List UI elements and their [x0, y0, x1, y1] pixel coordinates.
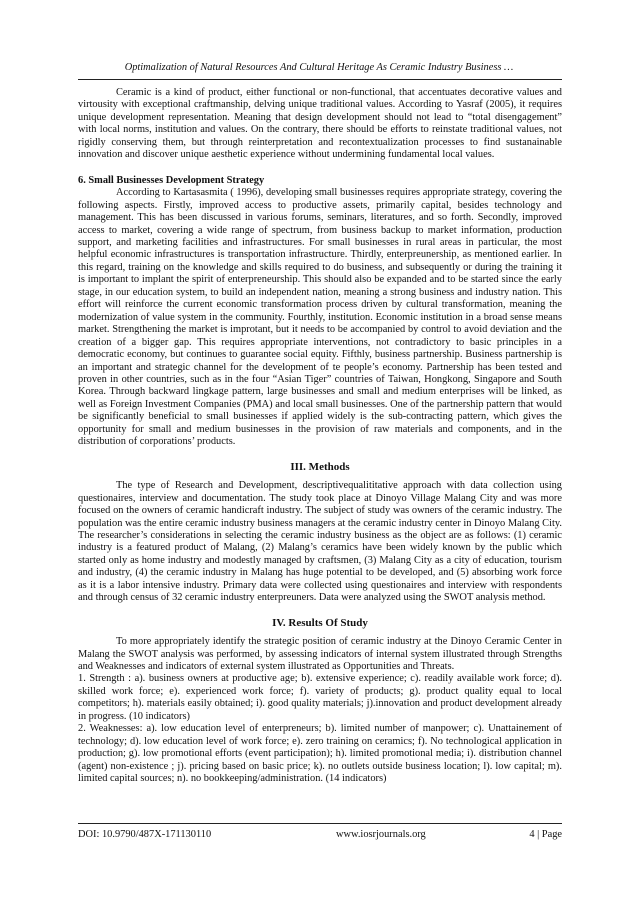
footer-url[interactable]: www.iosrjournals.org — [336, 829, 426, 840]
paragraph-weaknesses: 2. Weaknesses: a). low education level of enterpreneurs; b). limited number of manpower; c). Unattainement of technology; d). low education level of work force; e). zero training on ceramics; f). No technological application in production; g). low promotional efforts (event participation); h). limited promotional media; i). distribution channel (agent) non-existence ; j). pricing based on basic price; k). no outlets outside business location; l). low capital; m). limited capital sources; n). no bookkeeping/administration. (14 indicators) — [78, 723, 562, 785]
section-heading-methods: III. Methods — [290, 460, 350, 473]
paragraph-methods: The type of Research and Development, descriptivequalititative approach with data collection using questionaires, interview and documentation. The study took place at Dinoyo Village Malang City and was more focused on the owners of ceramic handicraft industry. The subject of study was owners of the ceramic industry. The population was the entire ceramic industry business managers at the ceramic industry center in Dinoyo Malang City. The researcher’s considerations in selecting the ceramic industry business as the object are as follows: (1) ceramic industry is a featured product of Malang, (2) Malang’s ceramics have been widely known by the public which started only as home industry and modestly managed by craftsmen, (3) Malang City as a city of education, tourism and industry, (4) the ceramic industry in Malang has huge potential to be developed, and (5) absorbing work force as it is a labor intensive industry. Primary data were collected using questionaires and interview with respondents and through census of 32 ceramic industry enterpreuners. Data were analyzed using the SWOT analysis method. — [78, 480, 562, 604]
footer-rule — [78, 823, 562, 824]
subsection-heading: 6. Small Businesses Development Strategy — [78, 174, 265, 186]
paragraph-results-intro: To more appropriately identify the strategic position of ceramic industry at the Dinoyo Ceramic Center in Malang the SWOT analysis was performed, by assessing indicators of internal system illustrated through Strengths and Weaknesses and indicators of external system illustrated as Opportunities and Threats. — [78, 636, 562, 673]
footer-page-number: 4 | Page — [529, 829, 562, 840]
running-header: Optimalization of Natural Resources And Cultural Heritage As Ceramic Industry Business … — [124, 62, 514, 73]
header-rule — [78, 79, 562, 80]
footer-doi: DOI: 10.9790/487X-171130110 — [78, 829, 212, 840]
section-heading-results: IV. Results Of Study — [272, 616, 368, 629]
article-body — [78, 87, 562, 786]
paragraph-strengths: 1. Strength : a). business owners at productive age; b). extensive experience; c). readily available work force; d). skilled work force; e). experienced work force; f). variety of products; g). product quality equal to local competitors; h). materials easily obtained; i). good quality materials; j).innovation and product development already in progress. (10 indicators) — [78, 673, 562, 722]
paragraph-strategy: According to Kartasasmita ( 1996), developing small businesses requires appropriate strategy, covering the following aspects. Firstly, improved access to productive assets, primarily capital, besides technology and management. This has been discussed in various forums, seminars, literatures, and so forth. Secondly, improved access to market, covering a wide range of spectrum, from business backup to market information, production support, and marketing facilities and infrastructures. For small businesses in rural areas in particular, the most helpful economic infrastructures is transportation infrastructure. Thirdly, enterpreunership, as mentioned earlier. In this regard, training on the knowledge and skills required to do business, and subsequently or during the training it is important to implant the spirit of enterpreneurship. This should also be expanded and to be started since the early stage, in our education system, to build an independent nation, meaning a strong business and industry nation. This effort will reinforce the current economic transformation process driven by cultural transformation, meaning the modernization of value system in the community. Fourthly, institution. Economic institution in a broad sense means market. Strengthening the market is improtant, but it needs to be accompanied by control to avoid deviation and the creation of a bigger gap. This requires appropriate interventions, not contradictory to basic principles in a democratic economy, but continues to guarantee social equity. Fifthly, business partnership. Business partnership is an important and strategic channel for the development of te people’s economy. Partnership has been tested and proven in other countries, such as in the four “Asian Tiger” countries of Taiwan, Hongkong, Singapore and South Korea. Through backward lingkage pattern, large businesses and small and medium enterprises will be linked, as well as Foreign Investment Companies (PMA) and local small businesses. One of the partnership pattern that would be significantly beneficial to small businesses if applied widely is the sub-contracting pattern, which gives the opportunity for small and medium businesses in the provision of raw materials and components, and in the distribution of corporations’ products. — [78, 187, 562, 448]
paragraph-ceramic-values: Ceramic is a kind of product, either functional or non-functional, that accentuates decorative values and virtousity with exceptional craftmanship, delving unique traditional values. According to Yasraf (2005), it requires unique development representation. Meaning that design development should not lead to “total disengagement” with local norms, institution and values. On the contrary, there should be efforts to reinstate traditional values, not rigidly conserving them, but through reinterpretation and recontextualization processes to find sustanainable innovation and discover unique aesthetic experience without undermining fundamental local values. — [78, 87, 562, 161]
